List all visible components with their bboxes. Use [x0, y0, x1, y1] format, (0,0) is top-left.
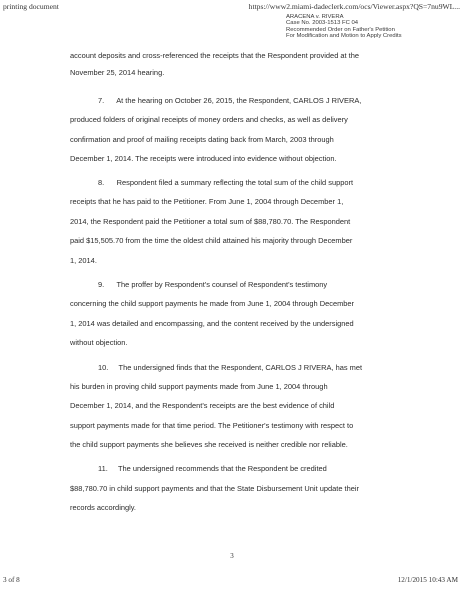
- body-line: $88,780.70 in child support payments and that the State Disbursement Unit update their: [70, 484, 360, 493]
- print-title: printing document: [3, 2, 59, 11]
- case-caption: [286, 14, 462, 40]
- body-line: confirmation and proof of mailing receipts dating back from March, 2003 through: [70, 135, 334, 144]
- body-line: without objection.: [70, 338, 128, 347]
- body-line: records accordingly.: [70, 503, 136, 512]
- body-line: 2014, the Respondent paid the Petitioner a total sum of $88,780.70. The Respondent: [70, 217, 351, 226]
- body-line: 1, 2014 was detailed and encompassing, and the content received by the undersigned: [70, 319, 354, 328]
- body-line: produced folders of original receipts of money orders and checks, as well as delivery: [70, 115, 348, 124]
- page-number: 3: [230, 552, 234, 560]
- print-datetime: 12/1/2015 10:43 AM: [397, 576, 458, 584]
- body-line: support payments made for that time period. The Petitioner's testimony with respect to: [70, 421, 354, 430]
- page-count: 3 of 8: [3, 576, 20, 584]
- caption-line: ARACENA v. RIVERA: [286, 14, 344, 20]
- body-line: the child support payments she believes she received is neither credible nor reliable.: [70, 440, 348, 449]
- browser-print-header: [3, 2, 460, 14]
- paragraph-11-start: 11. The undersigned recommends that the Respondent be credited: [98, 464, 327, 473]
- print-url: https://www2.miami-dadeclerk.com/ocs/Viewer.aspx?QS=7nu9WL...: [248, 2, 460, 11]
- paragraph-8-start: 8. Respondent filed a summary reflecting the total sum of the child support: [98, 178, 354, 187]
- body-line: November 25, 2014 hearing.: [70, 68, 165, 77]
- paragraph-10-start: 10. The undersigned finds that the Respondent, CARLOS J RIVERA, has met: [98, 363, 363, 372]
- caption-line: Recommended Order on Father's Petition: [286, 26, 395, 33]
- body-line: concerning the child support payments he made from June 1, 2004 through December: [70, 299, 355, 308]
- caption-line: Case No. 2003-1513 FC 04: [286, 20, 359, 27]
- body-line: receipts that he has paid to the Petitioner. From June 1, 2004 through December 1,: [70, 197, 344, 206]
- caption-line: For Modification and Motion to Apply Credits: [286, 33, 402, 40]
- body-line: his burden in proving child support payments made from June 1, 2004 through: [70, 382, 328, 391]
- body-line: December 1, 2014. The receipts were introduced into evidence without objection.: [70, 154, 337, 163]
- browser-print-footer: [3, 576, 458, 588]
- body-line: account deposits and cross-referenced the receipts that the Respondent provided at the: [70, 51, 360, 60]
- paragraph-9-start: 9. The proffer by Respondent's counsel of Respondent's testimony: [98, 280, 328, 289]
- paragraph-7-start: 7. At the hearing on October 26, 2015, the Respondent, CARLOS J RIVERA,: [98, 96, 362, 105]
- body-line: 1, 2014.: [70, 256, 97, 265]
- body-line: paid $15,505.70 from the time the oldest child attained his majority through December: [70, 236, 353, 245]
- body-line: December 1, 2014, and the Respondent's receipts are the best evidence of child: [70, 401, 335, 410]
